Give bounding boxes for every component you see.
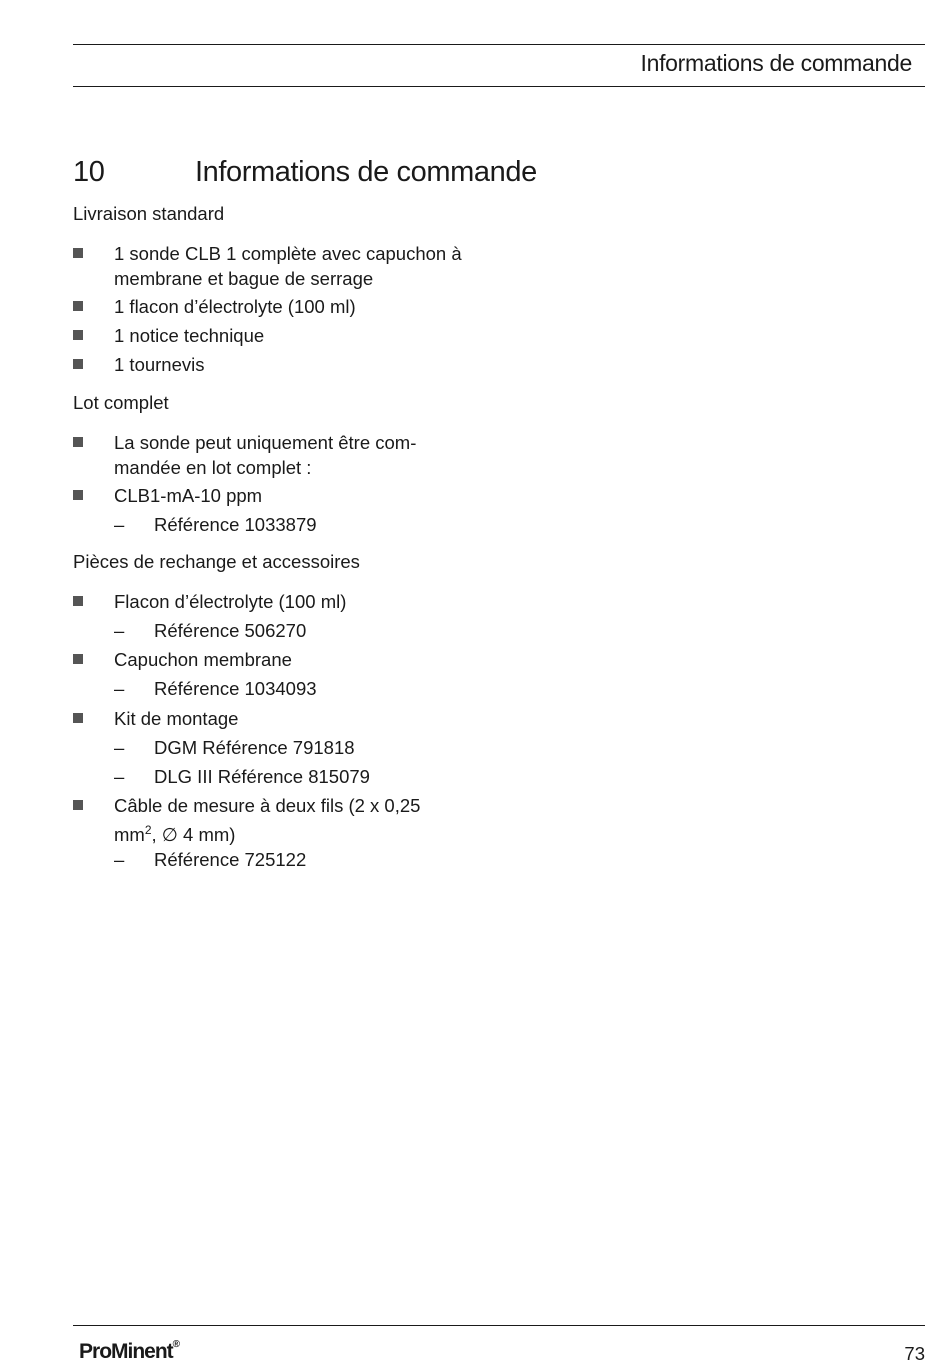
header-bottom-rule <box>73 86 925 87</box>
dash-bullet: – <box>114 678 125 699</box>
square-bullet-icon <box>73 359 83 369</box>
sub-list-item-text: Référence 1034093 <box>154 678 317 699</box>
sub-list-item-text: Référence 725122 <box>154 849 307 870</box>
page-number: 73 <box>904 1343 925 1364</box>
diameter-text: , ∅ 4 mm) <box>151 824 236 846</box>
prominent-logo <box>79 1340 180 1364</box>
list-item-text: Câble de mesure à deux fils (2 x 0,25 <box>114 795 421 816</box>
list-item-text-continued: membrane et bague de serrage <box>114 268 374 289</box>
list-item-text: Flacon d’électrolyte (100 ml) <box>114 591 347 612</box>
section-heading-lot: Lot complet <box>73 392 169 413</box>
list-item-text: 1 flacon d’électrolyte (100 ml) <box>114 296 356 317</box>
list-item-text: La sonde peut uniquement être com- <box>114 432 417 453</box>
section-heading-standard: Livraison standard <box>73 203 225 224</box>
dash-bullet: – <box>114 849 125 870</box>
logo-part-minent: Minent <box>111 1340 173 1363</box>
sub-list-item-text: Référence 506270 <box>154 620 307 641</box>
superscript-exponent: 2 <box>144 823 152 837</box>
dash-bullet: – <box>114 737 125 758</box>
list-item-text: 1 sonde CLB 1 complète avec capuchon à <box>114 243 462 264</box>
running-header-title: Informations de commande <box>640 50 912 76</box>
chapter-title: Informations de commande <box>195 156 537 188</box>
list-item-text-continued: mandée en lot complet : <box>114 457 312 478</box>
list-item-text: CLB1-mA-10 ppm <box>114 485 263 506</box>
dash-bullet: – <box>114 620 125 641</box>
unit-text: mm <box>114 824 145 846</box>
list-item-text: 1 notice technique <box>114 325 265 346</box>
chapter-number: 10 <box>73 156 105 188</box>
square-bullet-icon <box>73 596 83 606</box>
registered-mark: ® <box>172 1339 181 1350</box>
square-bullet-icon <box>73 301 83 311</box>
dash-bullet: – <box>114 766 125 787</box>
list-item-text-continued <box>114 818 514 847</box>
square-bullet-icon <box>73 654 83 664</box>
sub-list-item-text: DLG III Référence 815079 <box>154 766 370 787</box>
dash-bullet: – <box>114 514 125 535</box>
square-bullet-icon <box>73 713 83 723</box>
header-top-rule <box>73 44 925 45</box>
list-item-text: Capuchon membrane <box>114 649 292 670</box>
list-item-text: Kit de montage <box>114 708 239 729</box>
square-bullet-icon <box>73 490 83 500</box>
sub-list-item-text: Référence 1033879 <box>154 514 317 535</box>
footer-rule <box>73 1325 925 1326</box>
section-heading-spares: Pièces de rechange et accessoires <box>73 551 360 572</box>
square-bullet-icon <box>73 800 83 810</box>
chapter-heading <box>73 156 537 189</box>
square-bullet-icon <box>73 330 83 340</box>
sub-list-item-text: DGM Référence 791818 <box>154 737 355 758</box>
logo-part-o: o <box>99 1340 112 1363</box>
square-bullet-icon <box>73 437 83 447</box>
list-item-text: 1 tournevis <box>114 354 205 375</box>
logo-part-pro: Pr <box>79 1340 100 1363</box>
square-bullet-icon <box>73 248 83 258</box>
